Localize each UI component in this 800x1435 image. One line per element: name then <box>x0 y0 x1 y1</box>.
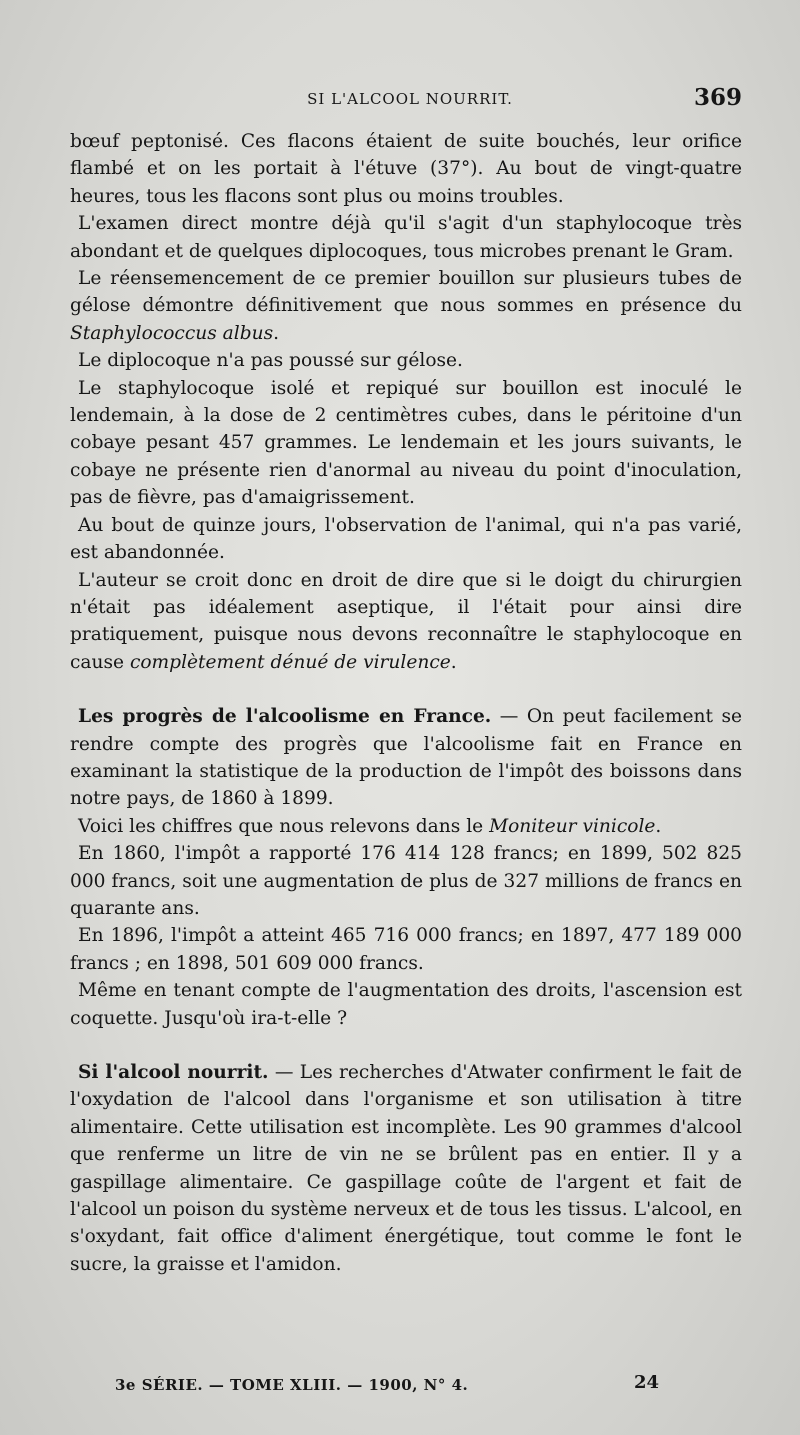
paragraph-p4 <box>70 347 742 374</box>
text-run: Même en tenant compte de l'augmentation des droits, l'ascension est coquette. Jusqu'où ira-t-elle ? <box>70 980 742 1029</box>
paragraph-p2 <box>70 210 742 265</box>
signature-mark: 24 <box>633 1372 659 1393</box>
page-footer <box>115 1372 675 1400</box>
running-title: SI L'ALCOOL NOURRIT. <box>307 90 513 108</box>
paragraph-p3 <box>70 265 742 347</box>
body-text <box>70 128 742 1278</box>
text-run: bœuf peptonisé. Ces flacons étaient de suite bouchés, leur orifice flambé et on les portait à l'étuve (37°). Au bout de vingt-quatre heures, tous les flacons sont plus ou moins troubles. <box>70 131 742 207</box>
paragraph-p12 <box>70 977 742 1032</box>
series-footnote: 3e SÉRIE. — TOME XLIII. — 1900, N° 4. <box>115 1376 469 1394</box>
text-run: . <box>655 815 662 837</box>
text-run: L'examen direct montre déjà qu'il s'agit d'un staphylocoque très abondant et de quelques diplocoques, tous microbes prenant le Gram. <box>70 213 742 262</box>
text-run: — On peut facilement se rendre compte des progrès que l'alcoolisme fait en France en examinant la statistique de la production de l'impôt des boissons dans notre pays, de 1860 à 1899. <box>70 706 743 810</box>
paragraph-p1 <box>70 128 742 210</box>
text-run: Le staphylocoque isolé et repiqué sur bouillon est inoculé le lendemain, à la dose de 2 centimètres cubes, dans le péritoine d'un cobaye pesant 457 grammes. Le lendemain et les jours suivants, le cobaye ne présente rien d'anormal au niveau du point d'inoculation, pas de fièvre, pas d'amaigrissement. <box>70 377 742 509</box>
page-number: 369 <box>693 84 742 111</box>
text-run: L'auteur se croit donc en droit de dire que si le doigt du chirurgien n'était pas idéalement aseptique, il l'était pour ainsi dire pratiquement, puisque nous devons reconnaître le staphylocoque en cause <box>70 569 742 673</box>
text-run: Au bout de quinze jours, l'observation de l'animal, qui n'a pas varié, est abandonnée. <box>70 514 742 564</box>
section-heading: Si l'alcool nourrit. <box>78 1062 269 1083</box>
text-run: Le réensemencement de ce premier bouillon sur plusieurs tubes de gélose démontre définitivement que nous sommes en présence du <box>70 268 742 317</box>
text-run: — Les recherches d'Atwater confirment le fait de l'oxydation de l'alcool dans l'organisme et son utilisation à titre alimentaire. Cette utilisation est incomplète. Les 90 grammes d'alcool que renferme un litre de vin ne se brûlent pas en entier. Il y a gaspillage alimentaire. Ce gaspillage coûte de l'argent et fait de l'alcool un poison du système nerveux et de tous les tissus. L'alcool, en s'oxydant, fait office d'aliment énergétique, tout comme le font le sucre, la graisse et l'amidon. <box>70 1062 742 1275</box>
text-run: . <box>450 651 457 673</box>
text-run: . <box>273 322 280 344</box>
running-head <box>78 84 742 118</box>
paragraph-p10 <box>70 840 742 922</box>
italic-text: Moniteur vinicole <box>489 815 656 837</box>
section-heading: Les progrès de l'alcoolisme en France. <box>78 706 492 728</box>
text-run: Voici les chiffres que nous relevons dans le <box>78 815 490 837</box>
text-run: Le diplocoque n'a pas poussé sur gélose. <box>78 350 463 372</box>
text-run: En 1896, l'impôt a atteint 465 716 000 francs; en 1897, 477 189 000 francs ; en 1898, 501 609 000 francs. <box>70 925 742 974</box>
paragraph-p13 <box>70 1059 742 1278</box>
paragraph-p7 <box>70 567 742 677</box>
italic-text: complètement dénué de virulence <box>129 651 451 673</box>
text-run: En 1860, l'impôt a rapporté 176 414 128 francs; en 1899, 502 825 000 francs, soit une augmentation de plus de 327 millions de francs en quarante ans. <box>70 843 742 919</box>
paragraph-p8 <box>70 703 742 813</box>
paragraph-p11 <box>70 922 742 977</box>
paragraph-p6 <box>70 512 742 567</box>
paragraph-p5 <box>70 375 742 512</box>
paragraph-p9 <box>70 813 742 840</box>
italic-text: Staphylococcus albus <box>70 322 274 344</box>
